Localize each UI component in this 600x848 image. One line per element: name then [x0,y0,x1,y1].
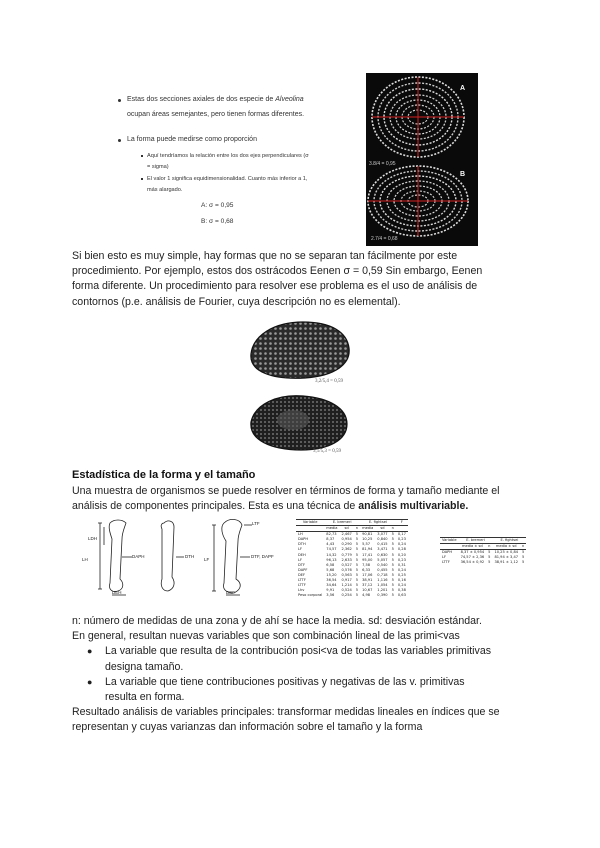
bullet-dot-icon: ● [87,646,93,657]
t1-cell: 5 [391,552,394,557]
t1-header: E. bremeri [324,520,360,526]
t1-cell: 0,28 [397,547,406,552]
t1-cell: 5 [391,537,394,542]
t1-cell: DTH [298,542,306,547]
slide-excerpt [118,95,358,235]
bone-label-dth: DTH [185,554,195,559]
t1-cell: 96,13 [326,557,337,562]
paragraph-line: Si bien esto es muy simple, hay formas que no se separan tan fácilmente por este [72,250,458,262]
t2-header: E. bremeri [459,538,493,544]
bone-label-ltf: LTF [252,521,260,526]
bone-label-dtf-dapf: DTF, DAPF [251,554,274,559]
t1-cell: 5,057 [377,557,388,562]
t1-cell: DAPF [298,567,308,572]
t1-cell: 5 [391,542,394,547]
t1-cell: 0,16 [397,578,406,583]
t1-cell: 3,56 [326,593,335,598]
t1-cell: 0,17 [397,532,406,537]
section-intro-line2: análisis de componentes principales. Esta es una técnica de análisis multivariable. [72,500,469,513]
slide-value-a: A: σ = 0,95 [201,202,234,209]
t2-subheader: n [520,544,526,550]
bone-label-daph: DAPH [132,554,145,559]
t1-cell: 5 [391,572,394,577]
t1-cell: 37,12 [362,583,373,588]
t1-cell: 0,31 [397,562,406,567]
t1-subheader: sd [375,526,389,532]
t1-cell: 8,37 [326,537,335,542]
t1-cell: 9,91 [326,588,335,593]
paragraph-line: n: número de medidas de una zona y de ahí se hace la media. sd: desviación estándar. [72,615,482,627]
t1-cell: 0,20 [397,552,406,557]
t1-cell: 0,63 [397,593,406,598]
t1-cell: 81,94 [362,547,373,552]
bone-label-lh: LH [82,557,88,562]
t2-cell: 5 [488,550,491,555]
t1-cell: 0,455 [377,567,388,572]
t1-cell: 0,25 [397,572,406,577]
t1-cell: 5 [391,547,394,552]
t1-body [296,532,408,599]
t1-cell: 1,116 [377,578,388,583]
t1-cell: 5 [355,572,359,577]
t1-cell: 0,527 [341,562,352,567]
slide-subbullet-dot [141,178,143,180]
t1-cell: 5 [355,552,359,557]
t1-cell: 95,00 [362,557,373,562]
t1-header: F [396,520,408,526]
t1-cell: 15,20 [326,572,337,577]
t1-cell: 2,633 [341,557,352,562]
figure-label-a: A [460,85,466,92]
t1-cell: 14,32 [326,552,337,557]
t1-cell: 17,41 [362,552,373,557]
slide-bullet-dot [118,99,121,102]
paragraph-line: contornos (p.e. análisis de Fourier, cuya descripción no es elemental). [72,295,401,308]
t2-cell: 81,94 ± 3,47 [494,555,519,560]
t1-row [296,593,408,598]
ostracod-caption-1: 3,2/5,4 = 0,59 [315,379,343,384]
ostracod-figure-1 [243,316,356,386]
t2-header: E. fightsei [492,538,526,544]
t1-subheader: media [326,526,338,531]
t1-cell: 0,24 [397,542,406,547]
t1-cell: 0,24 [397,583,406,588]
bullet-line: designa tamaño. [105,660,184,673]
t1-cell: 5 [355,557,359,562]
t1-cell: LF [298,557,303,562]
t1-cell: 5 [355,583,359,588]
measurements-table-2 [440,537,536,577]
t2-cell: 74,57 ± 2,36 [460,555,485,560]
t1-cell: 0,290 [341,542,352,547]
t1-cell: 0,840 [377,537,388,542]
bone-measurements-figure [72,517,292,597]
t1-cell: 34,64 [326,583,337,588]
t1-cell: 5 [391,562,394,567]
t1-cell: 5,57 [362,542,371,547]
pca-bullet-1 [72,644,542,674]
t2-cell: LF [442,555,447,560]
t1-cell: 1,054 [377,583,388,588]
slide-sub2-line1: El valor 1 significa equidimensionalidad. Cuanto más inferior a 1, [147,176,308,182]
section-intro [72,484,542,514]
paragraph-line: Resultado análisis de variables principales: transformar medidas lineales en índices que se [72,706,500,719]
t2-row [440,560,526,565]
t2-cell: 38,91 ± 1,12 [494,560,519,565]
slide-subbullet-dot [141,155,143,157]
t1-subheader: media [362,526,374,531]
t1-cell: 5 [391,583,394,588]
t1-cell: 10,67 [362,588,373,593]
t2-cell: 36,54 ± 0,92 [460,560,485,565]
t1-cell: 3,077 [377,532,388,537]
t1-cell: 5 [355,567,359,572]
figure-sigma-b: 2.7/4 = 0,68 [371,236,398,242]
t1-cell: DEF [298,572,306,577]
t2-cell: 8,37 ± 0,954 [460,550,485,555]
t1-cell: 5 [355,537,359,542]
table-2 [440,537,526,565]
t1-cell: 0,779 [341,552,352,557]
t2-cell: DAPH [442,550,453,555]
t1-cell: LH [298,532,303,537]
t1-cell: Peso corporal [298,593,323,598]
t1-cell: 3,471 [377,547,388,552]
figure-label-b: B [460,171,466,178]
paragraph-pca [72,614,542,736]
t1-cell: 0,23 [397,537,406,542]
slide-sub1-line2: = sigma) [147,164,169,170]
t2-subheader: media ± sd [459,544,487,550]
bullet-dot-icon: ● [87,676,93,687]
t1-subheader: n [354,526,360,532]
t1-cell: 82,73 [326,532,337,537]
t1-cell: 4,98 [362,593,371,598]
slide-sub1-line1: Aquí tendríamos la relación entre los dos ejes perpendiculares (σ [147,153,309,159]
t1-cell: 5 [355,562,359,567]
t1-cell: 0,415 [377,542,388,547]
alveolina-sections-image [366,73,478,246]
t1-cell: 5 [355,547,359,552]
t1-cell: DAPH [298,537,309,542]
t1-cell: LTTF [298,583,306,588]
t1-cell: 10,25 [362,537,373,542]
t1-cell: 0,38 [397,588,406,593]
t1-cell: 5 [391,578,394,583]
bullet-line: La variable que resulta de la contribución posi<va de todas las variables primitivas [105,645,492,658]
t1-cell: 0,954 [341,537,352,542]
t1-cell: 5 [391,567,394,572]
t1-cell: 5 [391,557,394,562]
measurements-table-1 [296,519,432,599]
table-1 [296,519,408,598]
paragraph-line: representan y cuyas varianzas dan información sobre el tamaño y la forma [72,721,423,734]
t1-cell: 0,24 [397,567,406,572]
t1-cell: Lhv [298,588,305,593]
slide-bullet-dot [118,139,121,142]
figure-sigma-a: 3.8/4 = 0,95 [369,161,396,167]
section-b-drawing [368,166,468,236]
t1-subheader: sd [339,526,353,532]
t2-cell: 5 [488,560,491,565]
t1-cell: 0,390 [377,593,388,598]
t2-cell: 5 [522,555,525,560]
t1-cell: 1,214 [341,583,352,588]
paragraph-line: procedimiento. Por ejemplo, estos dos ostrácodos Eenen σ = 0,59 Sin embargo, Eenen [72,265,483,278]
t2-body [440,550,526,566]
t1-cell: 6,33 [362,567,371,572]
slide-sub2-line2: más alargado. [147,187,183,193]
slide-value-b: B: σ = 0,68 [201,218,234,225]
paragraph-ostracods [72,249,532,310]
t1-cell: 5 [355,542,359,547]
section-intro-line1: Una muestra de organismos se puede resolver en términos de forma y tamaño mediante el [72,485,500,497]
t1-cell: 2,467 [341,532,352,537]
alveolina-figure [366,73,478,246]
t1-cell: 5 [391,532,394,537]
section-a-drawing [372,77,464,157]
bone-label-lf: LF [204,557,210,562]
t1-cell: 38,91 [362,578,373,583]
bone-label-ldh: LDH [88,536,98,541]
t1-cell: 0,524 [341,588,352,593]
t1-cell: 0,23 [397,557,406,562]
t1-cell: 4,43 [326,542,335,547]
t1-cell: 36,54 [326,578,337,583]
pca-bullet-2 [72,675,542,705]
bone-label-deh: DEH [112,590,122,595]
t1-cell: 0,630 [377,552,388,557]
t1-cell: 0,254 [341,593,352,598]
slide-bullet2: La forma puede medirse como proporción [127,136,257,143]
t1-cell: 1,201 [377,588,388,593]
t1-cell: 5 [391,588,394,593]
t2-cell: 5 [522,550,525,555]
t1-cell: 17,06 [362,572,373,577]
t1-cell: 6,58 [326,562,335,567]
paragraph-line: En general, resultan nuevas variables que son combinación lineal de las primi<vas [72,630,460,643]
t1-cell: 7,58 [362,562,371,567]
t2-cell: 5 [488,555,491,560]
t1-cell: 5 [391,593,394,598]
t1-subheader: n [390,526,396,532]
t1-cell: 0,576 [341,567,352,572]
t2-cell: LTTF [442,560,450,565]
t2-subheader: media ± sd [492,544,520,550]
t1-cell: 74,57 [326,547,337,552]
t1-cell: 2,362 [341,547,352,552]
t1-cell: 0,540 [377,562,388,567]
paragraph-line: forma diferente. Un procedimiento para resolver ese problema es el uso de análisis de [72,280,478,293]
t2-subheader: n [486,544,492,550]
t1-cell: DTF [298,562,306,567]
t1-cell: 0,563 [341,572,352,577]
bullet-line: La variable que tiene contribuciones positivas y negativas de las v. primitivas [105,675,465,688]
t1-cell: 5,68 [326,567,335,572]
t2-cell: 5 [522,560,525,565]
t1-header: E. fightsei [360,520,396,526]
t1-cell: 5 [355,578,359,583]
t1-cell: DEH [298,552,306,557]
ostracod-image-1 [243,316,356,386]
t1-cell: LF [298,547,303,552]
slide-bullet1-line1: Estas dos secciones axiales de dos especie de Alveolina [127,96,304,103]
t2-header: Variable [442,538,457,542]
t1-cell: 0,917 [341,578,352,583]
section-heading: Estadística de la forma y el tamaño [72,469,256,481]
t2-cell: 10,25 ± 0,84 [494,550,519,555]
t1-header: Variable [296,520,324,526]
t1-cell: 90,81 [362,532,373,537]
ostracod-caption-2: 3,1/5,3 = 0,59 [313,449,341,454]
ostracod-figure-2 [243,388,356,458]
t1-cell: 5 [355,593,359,598]
t1-cell: 0,718 [377,572,388,577]
bone-label-def: DEF [226,590,235,595]
t1-cell: 5 [355,588,359,593]
ostracod-image-2 [243,388,356,458]
slide-bullet1-line2: ocupan áreas semejantes, pero tienen formas diferentes. [127,111,305,118]
t1-cell: 5 [355,532,359,537]
t1-cell: LTTF [298,578,306,583]
bullet-line: resulta en forma. [105,691,185,704]
